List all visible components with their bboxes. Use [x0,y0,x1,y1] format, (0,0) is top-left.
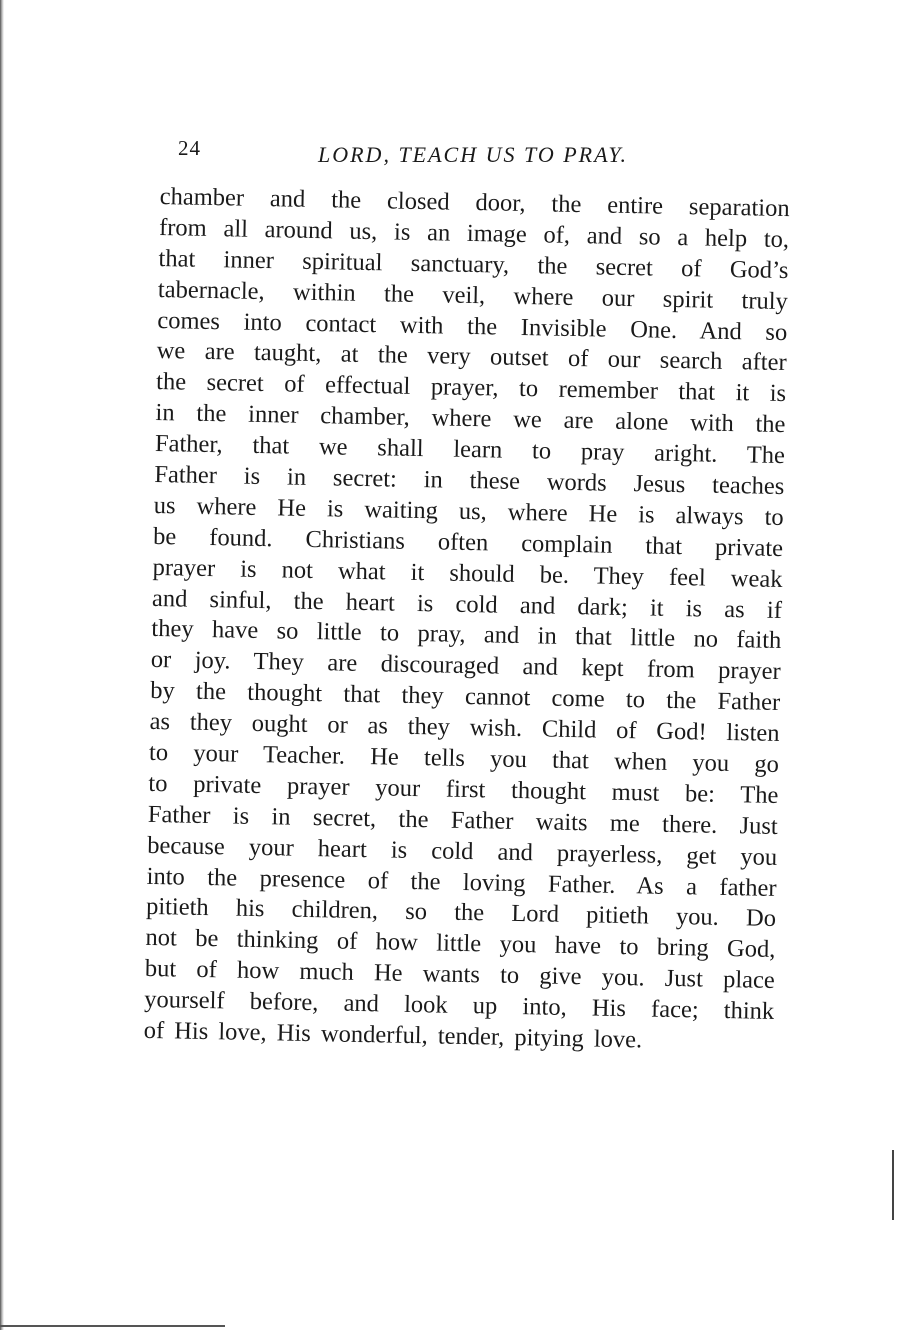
text-line: in the inner chamber, where we are alone with the [155,399,786,439]
page-number: 24 [178,136,201,160]
text-line: be found. Christians often complain that private [152,522,784,562]
text-line: Father, that we shall learn to pray aright. The [154,430,786,470]
text-line: of His love, His wonderful, tender, pitying love. [143,1016,643,1054]
text-line: we are taught, at the very outset of our search after [156,337,787,377]
text-line: they have so little to pray, and in that little no faith [151,615,782,655]
scan-edge-bottom [0,1325,225,1327]
text-line: as they ought or as they wish. Child of God! listen [149,708,780,748]
text-line: to your Teacher. He tells you that when you go [148,738,780,779]
text-line: Father is in secret, the Father waits me there. Just [147,800,779,840]
text-line: not be thinking of how little you have to bring God, [145,924,776,964]
body-text [143,182,789,1059]
running-title: LORD, TEACH US TO PRAY. [318,142,629,167]
text-line: us where He is waiting us, where He is always to [153,491,784,531]
text-line: chamber and the closed door, the entire separation [159,182,790,223]
text-line: yourself before, and look up into, His face; think [144,986,775,1026]
text-line: prayer is not what it should be. They feel weak [152,553,783,593]
scan-edge-right [892,1150,894,1220]
text-line: to private prayer your first thought must be: The [148,769,779,809]
page-header [178,130,668,170]
text-line: from all around us, is an image of, and so a help to, [158,213,790,253]
text-line: that inner spiritual sanctuary, the secret of God’s [158,244,789,284]
text-line: by the thought that they cannot come to the Father [149,677,781,717]
text-line: and sinful, the heart is cold and dark; it is as if [151,584,783,624]
text-line: or joy. They are discouraged and kept from prayer [150,646,781,686]
text-line: into the presence of the loving Father. As a father [146,862,777,902]
text-line: but of how much He wants to give you. Just place [144,955,776,995]
text-line: tabernacle, within the veil, where our spirit truly [157,275,789,315]
text-line: pitieth his children, so the Lord pitieth you. Do [145,893,777,933]
text-line: the secret of effectual prayer, to remember that it is [155,368,787,408]
scan-edge-left [0,0,4,1330]
text-line: comes into contact with the Invisible One. And so [157,306,788,346]
text-line: because your heart is cold and prayerless, get you [147,831,778,871]
text-line: Father is in secret: in these words Jesus teaches [154,460,785,501]
